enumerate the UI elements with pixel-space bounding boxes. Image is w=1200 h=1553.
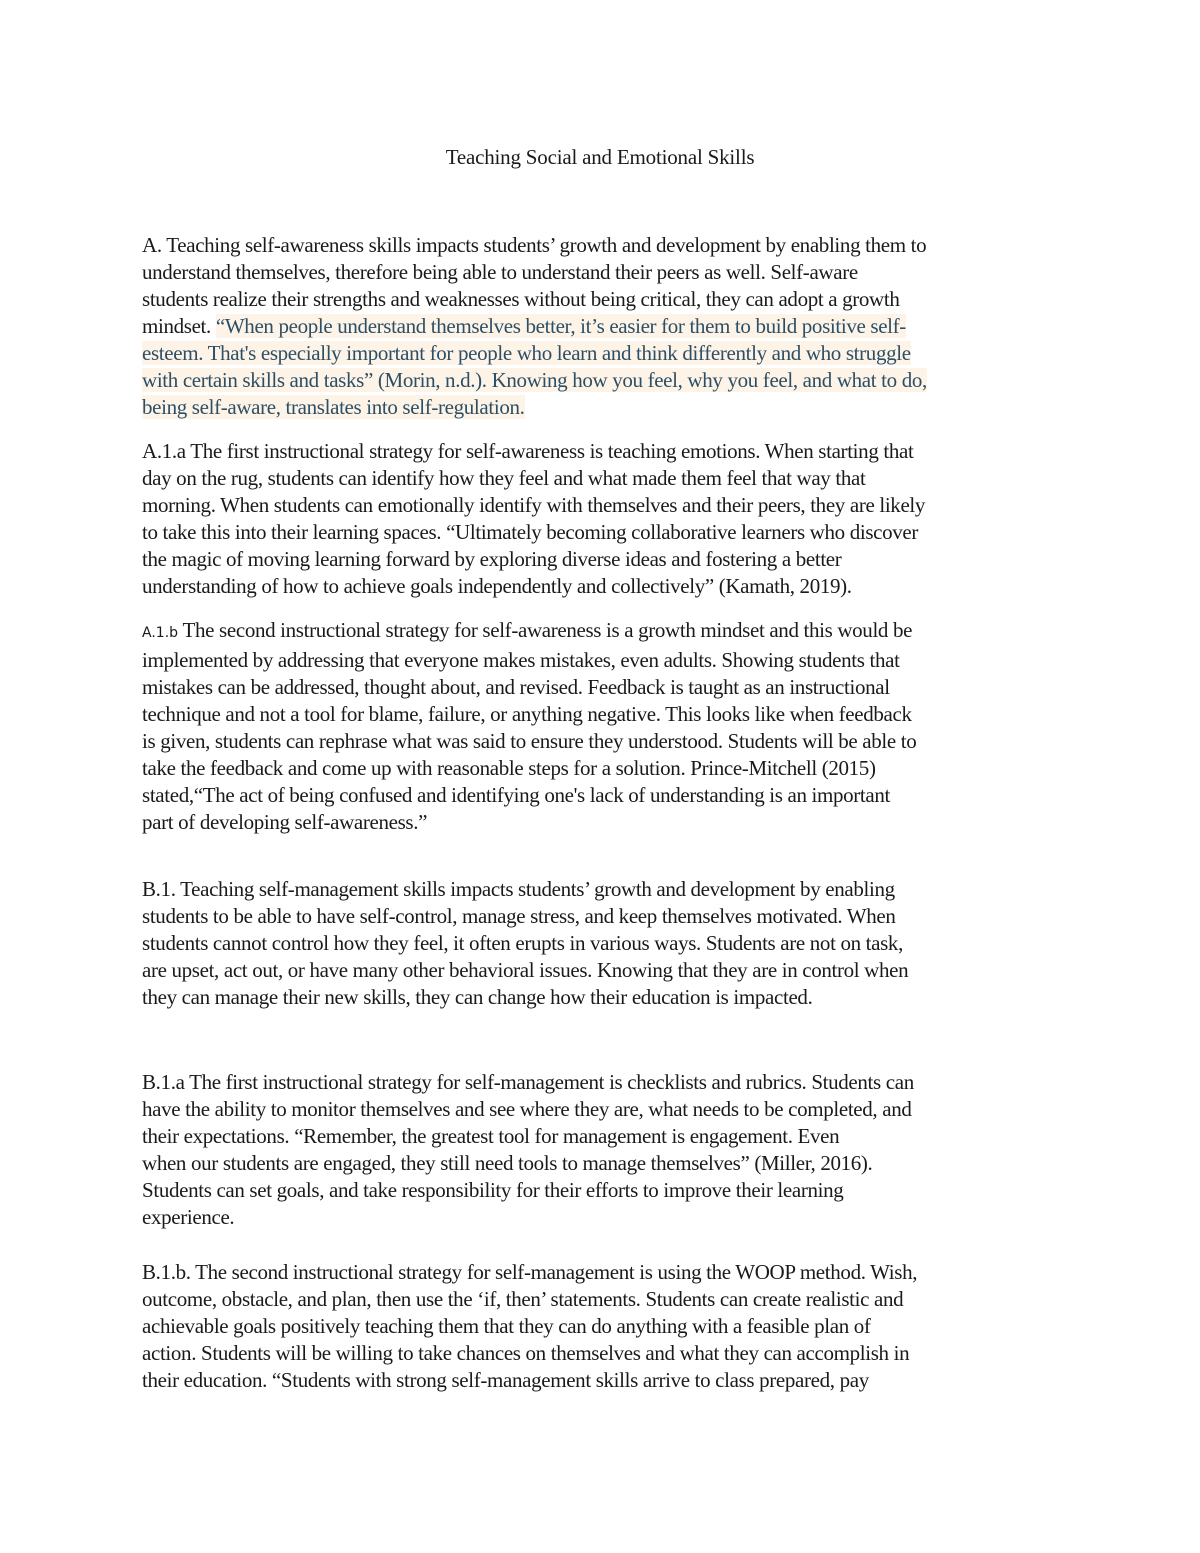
paragraph-b1-self-management: B.1. Teaching self-management skills impacts students’ growth and development by enabling students to be able to have self-control, manage stress, and keep themselves motivated. When students cannot control how they feel, it often erupts in various ways. Students are not on task, are upset, act out, or have many other behavioral issues. Knowing that they are in control when they can manage their new skills, they can change how their education is impacted. [142,877,909,1009]
paragraph-a1b-label: A.1.b [142,625,179,641]
paragraph-a1b-growth-mindset [142,617,1070,836]
document-title: Teaching Social and Emotional Skills [445,145,755,169]
paragraph-a-quote-highlight-3: with certain skills and tasks” (Morin, n.d.). Knowing how you feel, why you feel, and what to do, [142,368,927,392]
paragraph-a1a-teaching-emotions: A.1.a The first instructional strategy for self-awareness is teaching emotions. When starting that day on the rug, students can identify how they feel and what made them feel that way that morning. When students can emotionally identify with themselves and their peers, they are likely to take this into their learning spaces. “Ultimately becoming collaborative learners who discover the magic of moving learning forward by exploring diverse ideas and fostering a better understanding of how to achieve goals independently and collectively” (Kamath, 2019). [142,439,926,598]
paragraph-a-quote-highlight-1: “When people understand themselves better, it’s easier for them to build positive self- [215,314,906,338]
paragraph-a-quote-highlight-2: esteem. That's especially important for people who learn and think differently and who struggle [142,341,911,365]
paragraph-a-self-awareness [142,232,1070,421]
paragraph-b1b-woop-method: B.1.b. The second instructional strategy for self-management is using the WOOP method. Wish, outcome, obstacle, and plan, then use the ‘if, then’ statements. Students can create realistic and achievable goals positively teaching them that they can do anything with a feasible plan of action. Students will be willing to take chances on themselves and what they can accomplish in their education. “Students with strong self-management skills arrive to class prepared, pay [142,1260,918,1392]
paragraph-a-quote-highlight-4: being self-aware, translates into self-regulation. [142,395,525,419]
paragraph-a-lead-text: A. Teaching self-awareness skills impacts students’ growth and development by enabling them to understand themselves, therefore being able to understand their peers as well. Self-aware students realize their strengths and weaknesses without being critical, they can adopt a growth mindset. [142,233,927,338]
paragraph-a1b-text: The second instructional strategy for self-awareness is a growth mindset and this would be implemented by addressing that everyone makes mistakes, even adults. Showing students that mistakes can be addressed, thought about, and revised. Feedback is taught as an instructional technique and not a tool for blame, failure, or anything negative. This looks like when feedback is given, students can rephrase what was said to ensure they understood. Students will be able to take the feedback and come up with reasonable steps for a solution. Prince-Mitchell (2015) stated,“The act of being confused and identifying one's lack of understanding is an important part of developing self-awareness.” [142,618,917,834]
paragraph-b1a-checklists-rubrics: B.1.a The first instructional strategy for self-management is checklists and rubrics. Students can have the ability to monitor themselves and see where they are, what needs to be completed, and their expectations. “Remember, the greatest tool for management is engagement. Even when our students are engaged, they still need tools to manage themselves” (Miller, 2016). Students can set goals, and take responsibility for their efforts to improve their learning experience. [142,1070,914,1229]
